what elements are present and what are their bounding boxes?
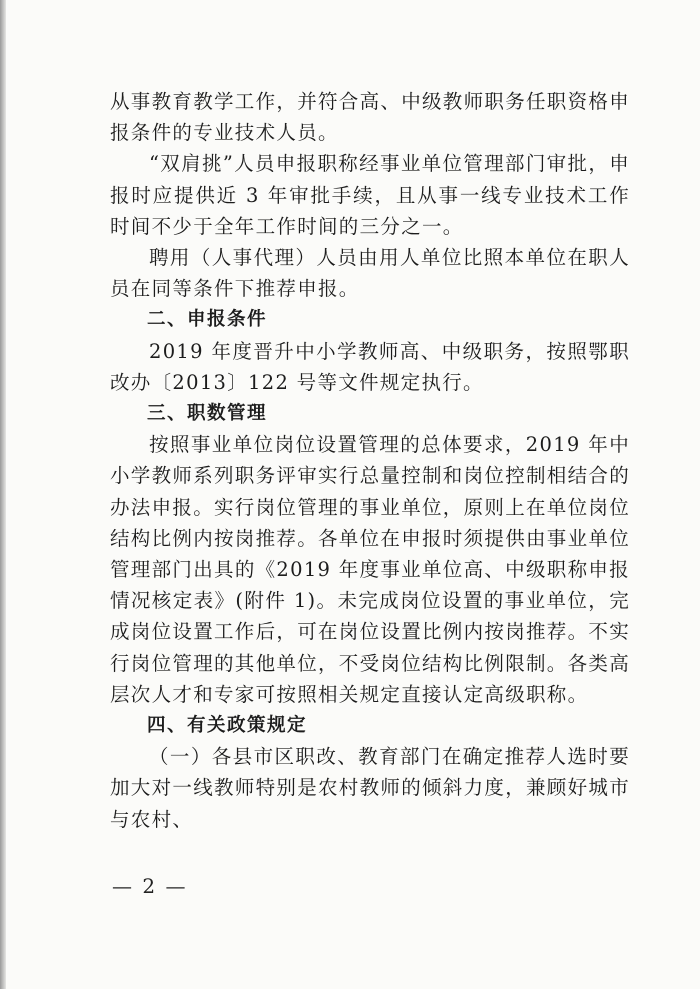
section-heading-application-conditions: 二、申报条件 bbox=[147, 309, 268, 331]
paragraph-eligibility-continued: 从事教育教学工作，并符合高、中级教师职务任职资格申报条件的专业技术人员。 bbox=[110, 90, 631, 145]
page-number: — 2 — bbox=[112, 874, 188, 898]
section-heading-quota-management: 三、职数管理 bbox=[147, 403, 268, 425]
scan-edge-shadow bbox=[0, 0, 6, 989]
paragraph-dual-role-staff: “双肩挑”人员申报职称经事业单位管理部门审批，申报时应提供近 3 年审批手续，且从事一线专业技术工作时间不少于全年工作时间的三分之一。 bbox=[110, 152, 630, 238]
section-heading-policy-provisions: 四、有关政策规定 bbox=[147, 715, 308, 737]
paragraph-quota-management: 按照事业单位岗位设置管理的总体要求，2019 年中小学教师系列职务评审实行总量控制和岗位控制相结合的办法申报。实行岗位管理的事业单位，原则上在单位岗位结构比例内按岗推荐。各单位在申报时须提供由事业单位管理部门出具的《2019 年度事业单位高、中级职称申报情况核定表》(附件 1)。未完成岗位设置的事业单位，完成岗位设置工作后，可在岗位设置比例内按岗推荐。不实行岗位管理的其他单位，不受岗位结构比例限制。各类高层次人才和专家可按照相关规定直接认定高级职称。 bbox=[110, 433, 631, 706]
document-body bbox=[110, 86, 630, 835]
paragraph-policy-provision-1: （一）各县市区职改、教育部门在确定推荐人选时要加大对一线教师特别是农村教师的倾斜力度，兼顾好城市与农村、 bbox=[110, 745, 631, 831]
paragraph-contract-staff: 聘用（人事代理）人员由用人单位比照本单位在职人员在同等条件下推荐申报。 bbox=[110, 246, 630, 301]
paragraph-application-conditions: 2019 年度晋升中小学教师高、中级职务，按照鄂职改办〔2013〕122 号等文件规定执行。 bbox=[110, 339, 630, 394]
